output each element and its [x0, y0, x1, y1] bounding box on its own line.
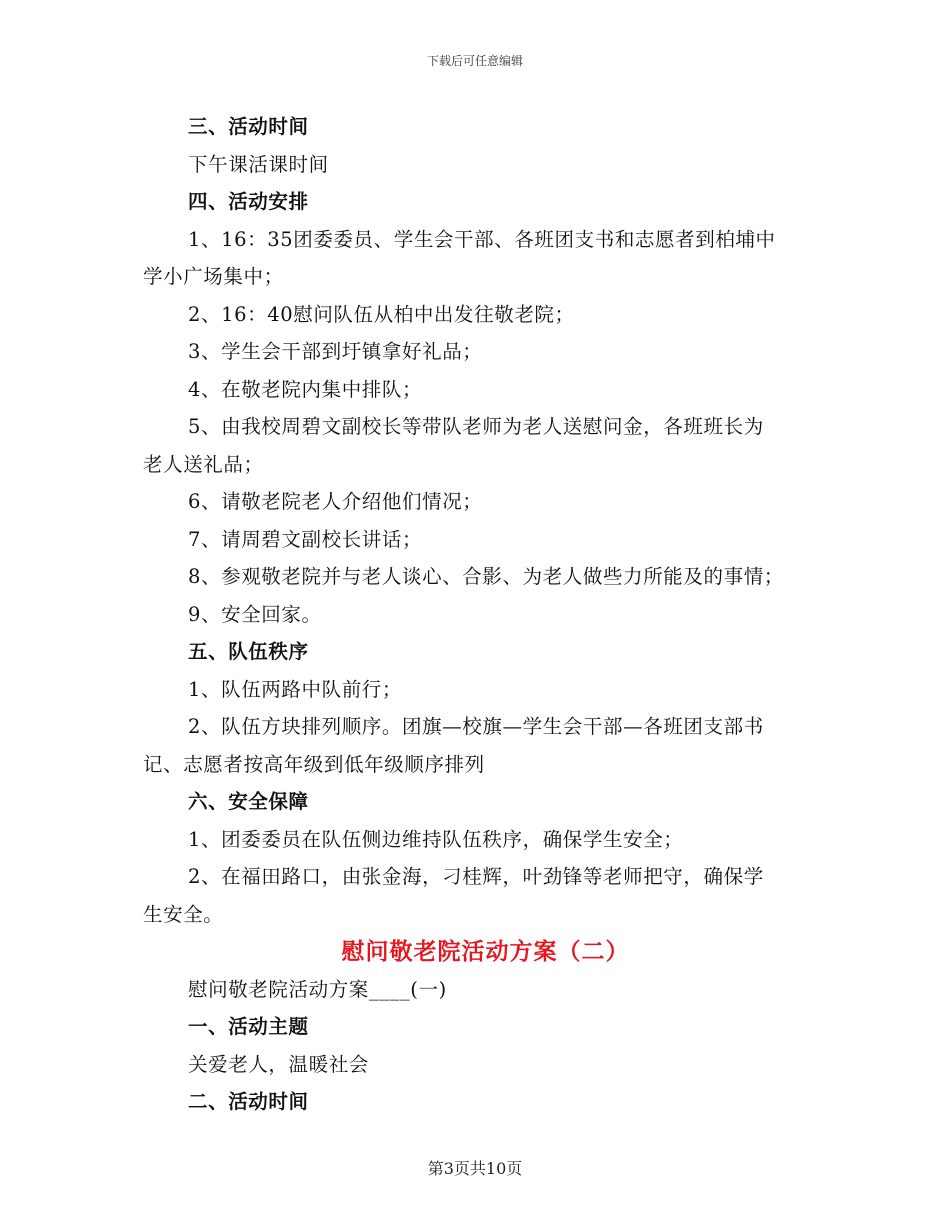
paragraph-line: 1、16：35团委委员、学生会干部、各班团支书和志愿者到柏埔中 — [188, 227, 776, 251]
paragraph-line: 9、安全回家。 — [188, 602, 322, 626]
section-heading-1: 一、活动主题 — [188, 1015, 309, 1038]
page-footer: 第3页共10页 — [427, 1159, 523, 1178]
page-header: 下载后可任意编辑 — [426, 54, 523, 68]
paragraph-line: 2、16：40慰问队伍从柏中出发往敬老院； — [188, 302, 575, 326]
section-heading-3: 三、活动时间 — [188, 115, 309, 138]
paragraph-line: 4、在敬老院内集中排队； — [188, 377, 423, 401]
paragraph-line: 3、学生会干部到圩镇拿好礼品； — [188, 340, 483, 363]
section-heading-5: 五、队伍秩序 — [188, 640, 309, 663]
paragraph-line: 1、队伍两路中队前行； — [188, 677, 403, 701]
paragraph-line: 8、参观敬老院并与老人谈心、合影、为老人做些力所能及的事情； — [188, 565, 784, 588]
paragraph-line: 5、由我校周碧文副校长等带队老师为老人送慰问金，各班班长为 — [188, 415, 764, 438]
paragraph-line: 6、请敬老院老人介绍他们情况； — [188, 490, 483, 513]
paragraph-line: 记、志愿者按高年级到低年级顺序排列 — [143, 752, 485, 776]
paragraph-line: 慰问敬老院活动方案____(一) — [188, 977, 447, 1001]
paragraph-line: 7、请周碧文副校长讲话； — [188, 527, 423, 551]
paragraph-line: 老人送礼品； — [143, 452, 264, 476]
section-heading-6: 六、安全保障 — [188, 790, 309, 813]
paragraph-line: 2、在福田路口，由张金海，刁桂辉，叶劲锋等老师把守，确保学 — [188, 865, 764, 888]
document-body — [143, 108, 808, 1121]
paragraph-line: 下午课活课时间 — [188, 152, 329, 176]
document-title: 慰问敬老院活动方案（二） — [341, 938, 630, 965]
paragraph-line: 关爱老人，温暖社会 — [188, 1052, 369, 1076]
paragraph-line: 2、队伍方块排列顺序。团旗—校旗—学生会干部—各班团支部书 — [188, 715, 764, 738]
section-heading-2: 二、活动时间 — [188, 1090, 309, 1113]
section-heading-4: 四、活动安排 — [188, 190, 309, 213]
paragraph-line: 学小广场集中； — [143, 265, 284, 288]
paragraph-line: 1、团委委员在队伍侧边维持队伍秩序，确保学生安全； — [188, 827, 684, 851]
paragraph-line: 生安全。 — [143, 902, 224, 926]
